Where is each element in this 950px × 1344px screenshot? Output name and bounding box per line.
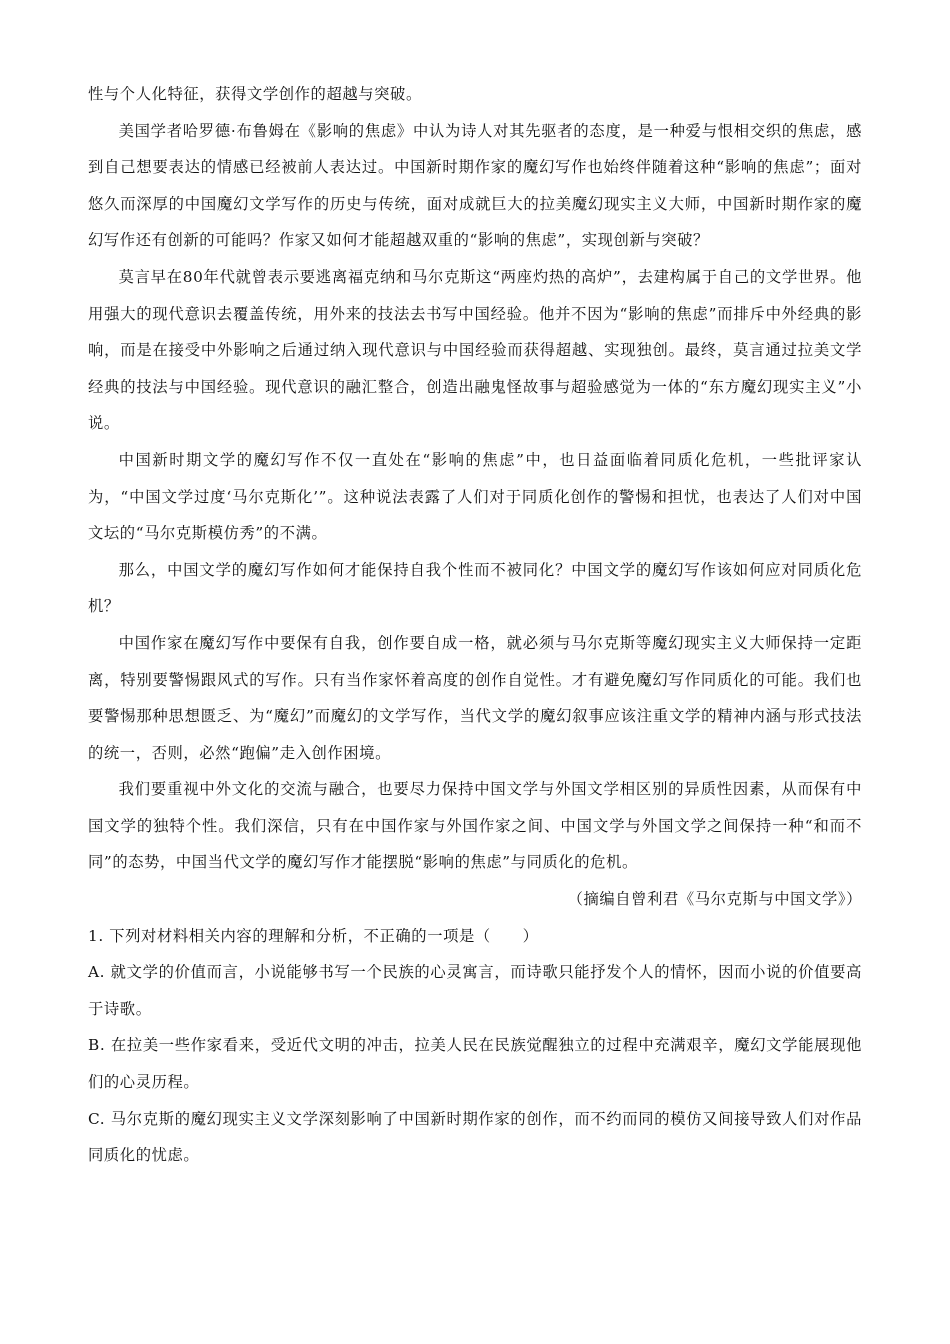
paragraph-homogenization: 中国新时期文学的魔幻写作不仅一直处在“影响的焦虑”中，也日益面临着同质化危机，一些批评家认为，“中国文学过度‘马尔克斯化’”。这种说法表露了人们对于同质化创作的警惕和担忧，也表达了人们对中国文坛的“马尔克斯模仿秀”的不满。 [88,450,862,543]
paragraph-question: 那么，中国文学的魔幻写作如何才能保持自我个性而不被同化？中国文学的魔幻写作该如何应对同质化危机？ [88,560,862,616]
source-citation: （摘编自曾利君《马尔克斯与中国文学》） [567,890,862,909]
paragraph-self-identity: 中国作家在魔幻写作中要保有自我，创作要自成一格，就必须与马尔克斯等魔幻现实主义大师保持一定距离，特别要警惕跟风式的写作。只有当作家怀着高度的创作自觉性。才有避免魔幻写作同质化的可能。我们也要警惕那种思想匮乏、为“魔幻”而魔幻的文学写作，当代文学的魔幻叙事应该注重文学的精神内涵与形式技法的统一，否则，必然“跑偏”走入创作困境。 [88,633,862,762]
paragraph-continuation: 性与个人化特征，获得文学创作的超越与突破。 [88,85,422,103]
option-b: B. 在拉美一些作家看来，受近代文明的冲击，拉美人民在民族觉醒独立的过程中充满艰辛，魔幻文学能展现他们的心灵历程。 [88,1036,862,1092]
paragraph-bloom-anxiety: 美国学者哈罗德·布鲁姆在《影响的焦虑》中认为诗人对其先驱者的态度，是一种爱与恨相交织的焦虑，感到自己想要表达的情感已经被前人表达过。中国新时期作家的魔幻写作也始终伴随着这种“影响的焦虑”；面对悠久而深厚的中国魔幻文学写作的历史与传统，面对成就巨大的拉美魔幻现实主义大师，中国新时期作家的魔幻写作还有创新的可能吗？作家又如何才能超越双重的“影响的焦虑”，实现创新与突破？ [88,121,862,250]
paragraph-exchange: 我们要重视中外文化的交流与融合，也要尽力保持中国文学与外国文学相区别的异质性因素，从而保有中国文学的独特个性。我们深信，只有在中国作家与外国作家之间、中国文学与外国文学之间保持一种“和而不同”的态势，中国当代文学的魔幻写作才能摆脱“影响的焦虑”与同质化的危机。 [88,780,862,872]
document-page [88,76,862,1174]
option-c: C. 马尔克斯的魔幻现实主义文学深刻影响了中国新时期作家的创作，而不约而同的模仿又间接导致人们对作品同质化的忧虑。 [88,1109,862,1165]
question-stem: 1. 下列对材料相关内容的理解和分析，不正确的一项是（ ） [88,926,539,945]
paragraph-moyan: 莫言早在80年代就曾表示要逃离福克纳和马尔克斯这“两座灼热的高炉”，去建构属于自己的文学世界。他用强大的现代意识去覆盖传统，用外来的技法去书写中国经验。他并不因为“影响的焦虑”而排斥中外经典的影响，而是在接受中外影响之后通过纳入现代意识与中国经验而获得超越、实现独创。最终，莫言通过拉美文学经典的技法与中国经验。现代意识的融汇整合，创造出融鬼怪故事与超验感觉为一体的“东方魔幻现实主义”小说。 [88,267,862,433]
option-a: A. 就文学的价值而言，小说能够书写一个民族的心灵寓言，而诗歌只能抒发个人的情怀，因而小说的价值要高于诗歌。 [88,963,862,1018]
